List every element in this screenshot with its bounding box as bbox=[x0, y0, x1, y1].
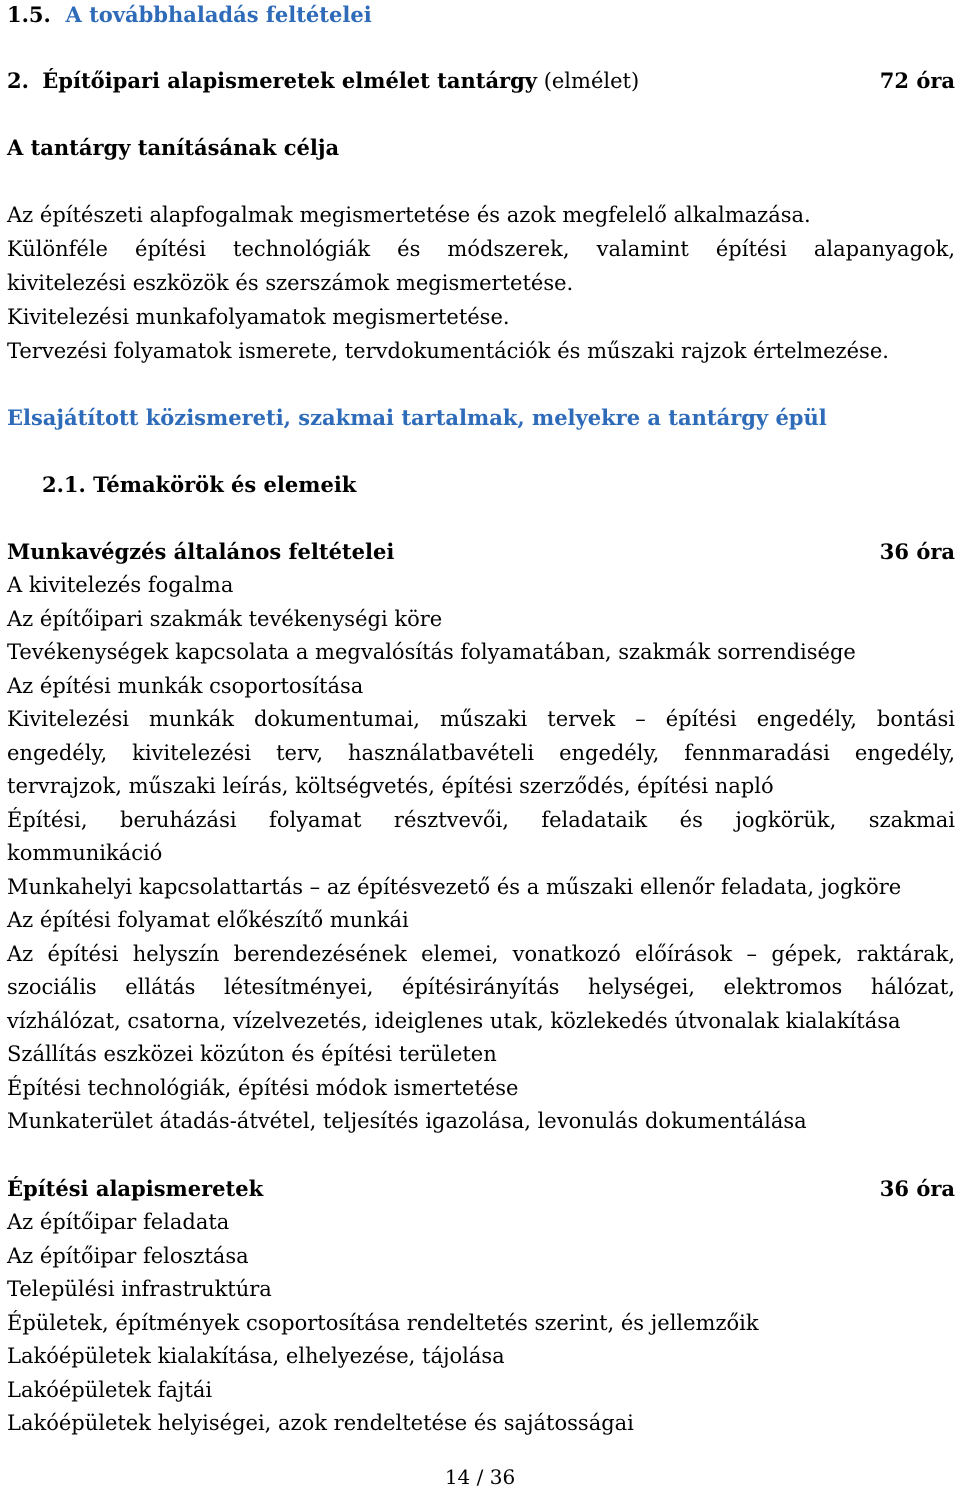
topic2-title-row bbox=[7, 1174, 955, 1204]
topic1-item: Szállítás eszközei közúton és építési területen bbox=[7, 1042, 497, 1066]
topic1-item: Az építési munkák csoportosítása bbox=[7, 674, 364, 698]
topic1-hours: 36 óra bbox=[879, 539, 955, 564]
topic2-hours: 36 óra bbox=[879, 1176, 955, 1201]
topic1-item: kommunikáció bbox=[7, 841, 163, 865]
subject-hours: 72 óra bbox=[879, 68, 955, 93]
goal-line: Különféle építési technológiák és módszerek, valamint építési alapanyagok, bbox=[7, 237, 955, 261]
topic1-item: Az építőipari szakmák tevékenységi köre bbox=[7, 607, 443, 631]
subject-title: Építőipari alapismeretek elmélet tantárgy bbox=[42, 68, 537, 93]
topic2-item: Az építőipar feladata bbox=[7, 1210, 230, 1234]
topic2-item: Épületek, építmények csoportosítása rendeltetés szerint, és jellemzőik bbox=[7, 1311, 759, 1335]
topic1-title: Munkavégzés általános feltételei bbox=[7, 539, 395, 564]
page-number: 14 / 36 bbox=[444, 1465, 516, 1489]
topic1-item: Az építési folyamat előkészítő munkái bbox=[7, 908, 409, 932]
subject-line bbox=[7, 66, 955, 96]
topic1-item: Építési technológiák, építési módok ismertetése bbox=[7, 1076, 519, 1100]
subject-type: (elmélet) bbox=[543, 69, 640, 93]
topic1-title-row bbox=[7, 537, 955, 567]
goal-line: kivitelezési eszközök és szerszámok megismertetése. bbox=[7, 271, 574, 295]
topic1-item: Építési, beruházási folyamat résztvevői, feladataik és jogkörük, szakmai bbox=[7, 808, 955, 832]
topic1-item: Kivitelezési munkák dokumentumai, műszaki tervek – építési engedély, bontási bbox=[7, 707, 955, 731]
topic2-item: Lakóépületek fajtái bbox=[7, 1378, 213, 1402]
topic1-item: vízhálózat, csatorna, vízelvezetés, ideiglenes utak, közlekedés útvonalak kialakítása bbox=[7, 1009, 901, 1033]
topic2-item: Települési infrastruktúra bbox=[7, 1277, 272, 1301]
section-heading bbox=[7, 0, 372, 30]
topics-heading: 2.1. Témakörök és elemeik bbox=[42, 472, 357, 497]
topic1-item: Munkahelyi kapcsolattartás – az építésvezető és a műszaki ellenőr feladata, jogköre bbox=[7, 875, 902, 899]
topic1-item: Tevékenységek kapcsolata a megvalósítás folyamatában, szakmák sorrendisége bbox=[7, 640, 856, 664]
goal-line: Tervezési folyamatok ismerete, tervdokumentációk és műszaki rajzok értelmezése. bbox=[7, 339, 889, 363]
topic2-item: Lakóépületek helyiségei, azok rendeltetése és sajátosságai bbox=[7, 1411, 634, 1435]
prior-knowledge-heading: Elsajátított közismereti, szakmai tartalmak, melyekre a tantárgy épül bbox=[7, 405, 827, 430]
topic1-item: Munkaterület átadás-átvétel, teljesítés igazolása, levonulás dokumentálása bbox=[7, 1109, 807, 1133]
topic2-item: Lakóépületek kialakítása, elhelyezése, tájolása bbox=[7, 1344, 505, 1368]
topic1-item: Az építési helyszín berendezésének elemei, vonatkozó előírások – gépek, raktárak, bbox=[7, 942, 955, 966]
goal-line: Kivitelezési munkafolyamatok megismertetése. bbox=[7, 305, 510, 329]
topic1-item: szociális ellátás létesítményei, építésirányítás helységei, elektromos hálózat, bbox=[7, 975, 955, 999]
topic2-title: Építési alapismeretek bbox=[7, 1176, 264, 1201]
section-title: A továbbhaladás feltételei bbox=[65, 2, 372, 27]
goal-line: Az építészeti alapfogalmak megismertetése és azok megfelelő alkalmazása. bbox=[7, 203, 811, 227]
topic2-item: Az építőipar felosztása bbox=[7, 1244, 249, 1268]
subject-number: 2. bbox=[7, 68, 29, 93]
topic1-item: A kivitelezés fogalma bbox=[7, 573, 234, 597]
topic1-item: engedély, kivitelezési terv, használatbavételi engedély, fennmaradási engedély, bbox=[7, 741, 955, 765]
topic1-item: tervrajzok, műszaki leírás, költségvetés, építési szerződés, építési napló bbox=[7, 774, 774, 798]
goal-heading: A tantárgy tanításának célja bbox=[7, 135, 340, 160]
section-number: 1.5. bbox=[7, 2, 51, 27]
